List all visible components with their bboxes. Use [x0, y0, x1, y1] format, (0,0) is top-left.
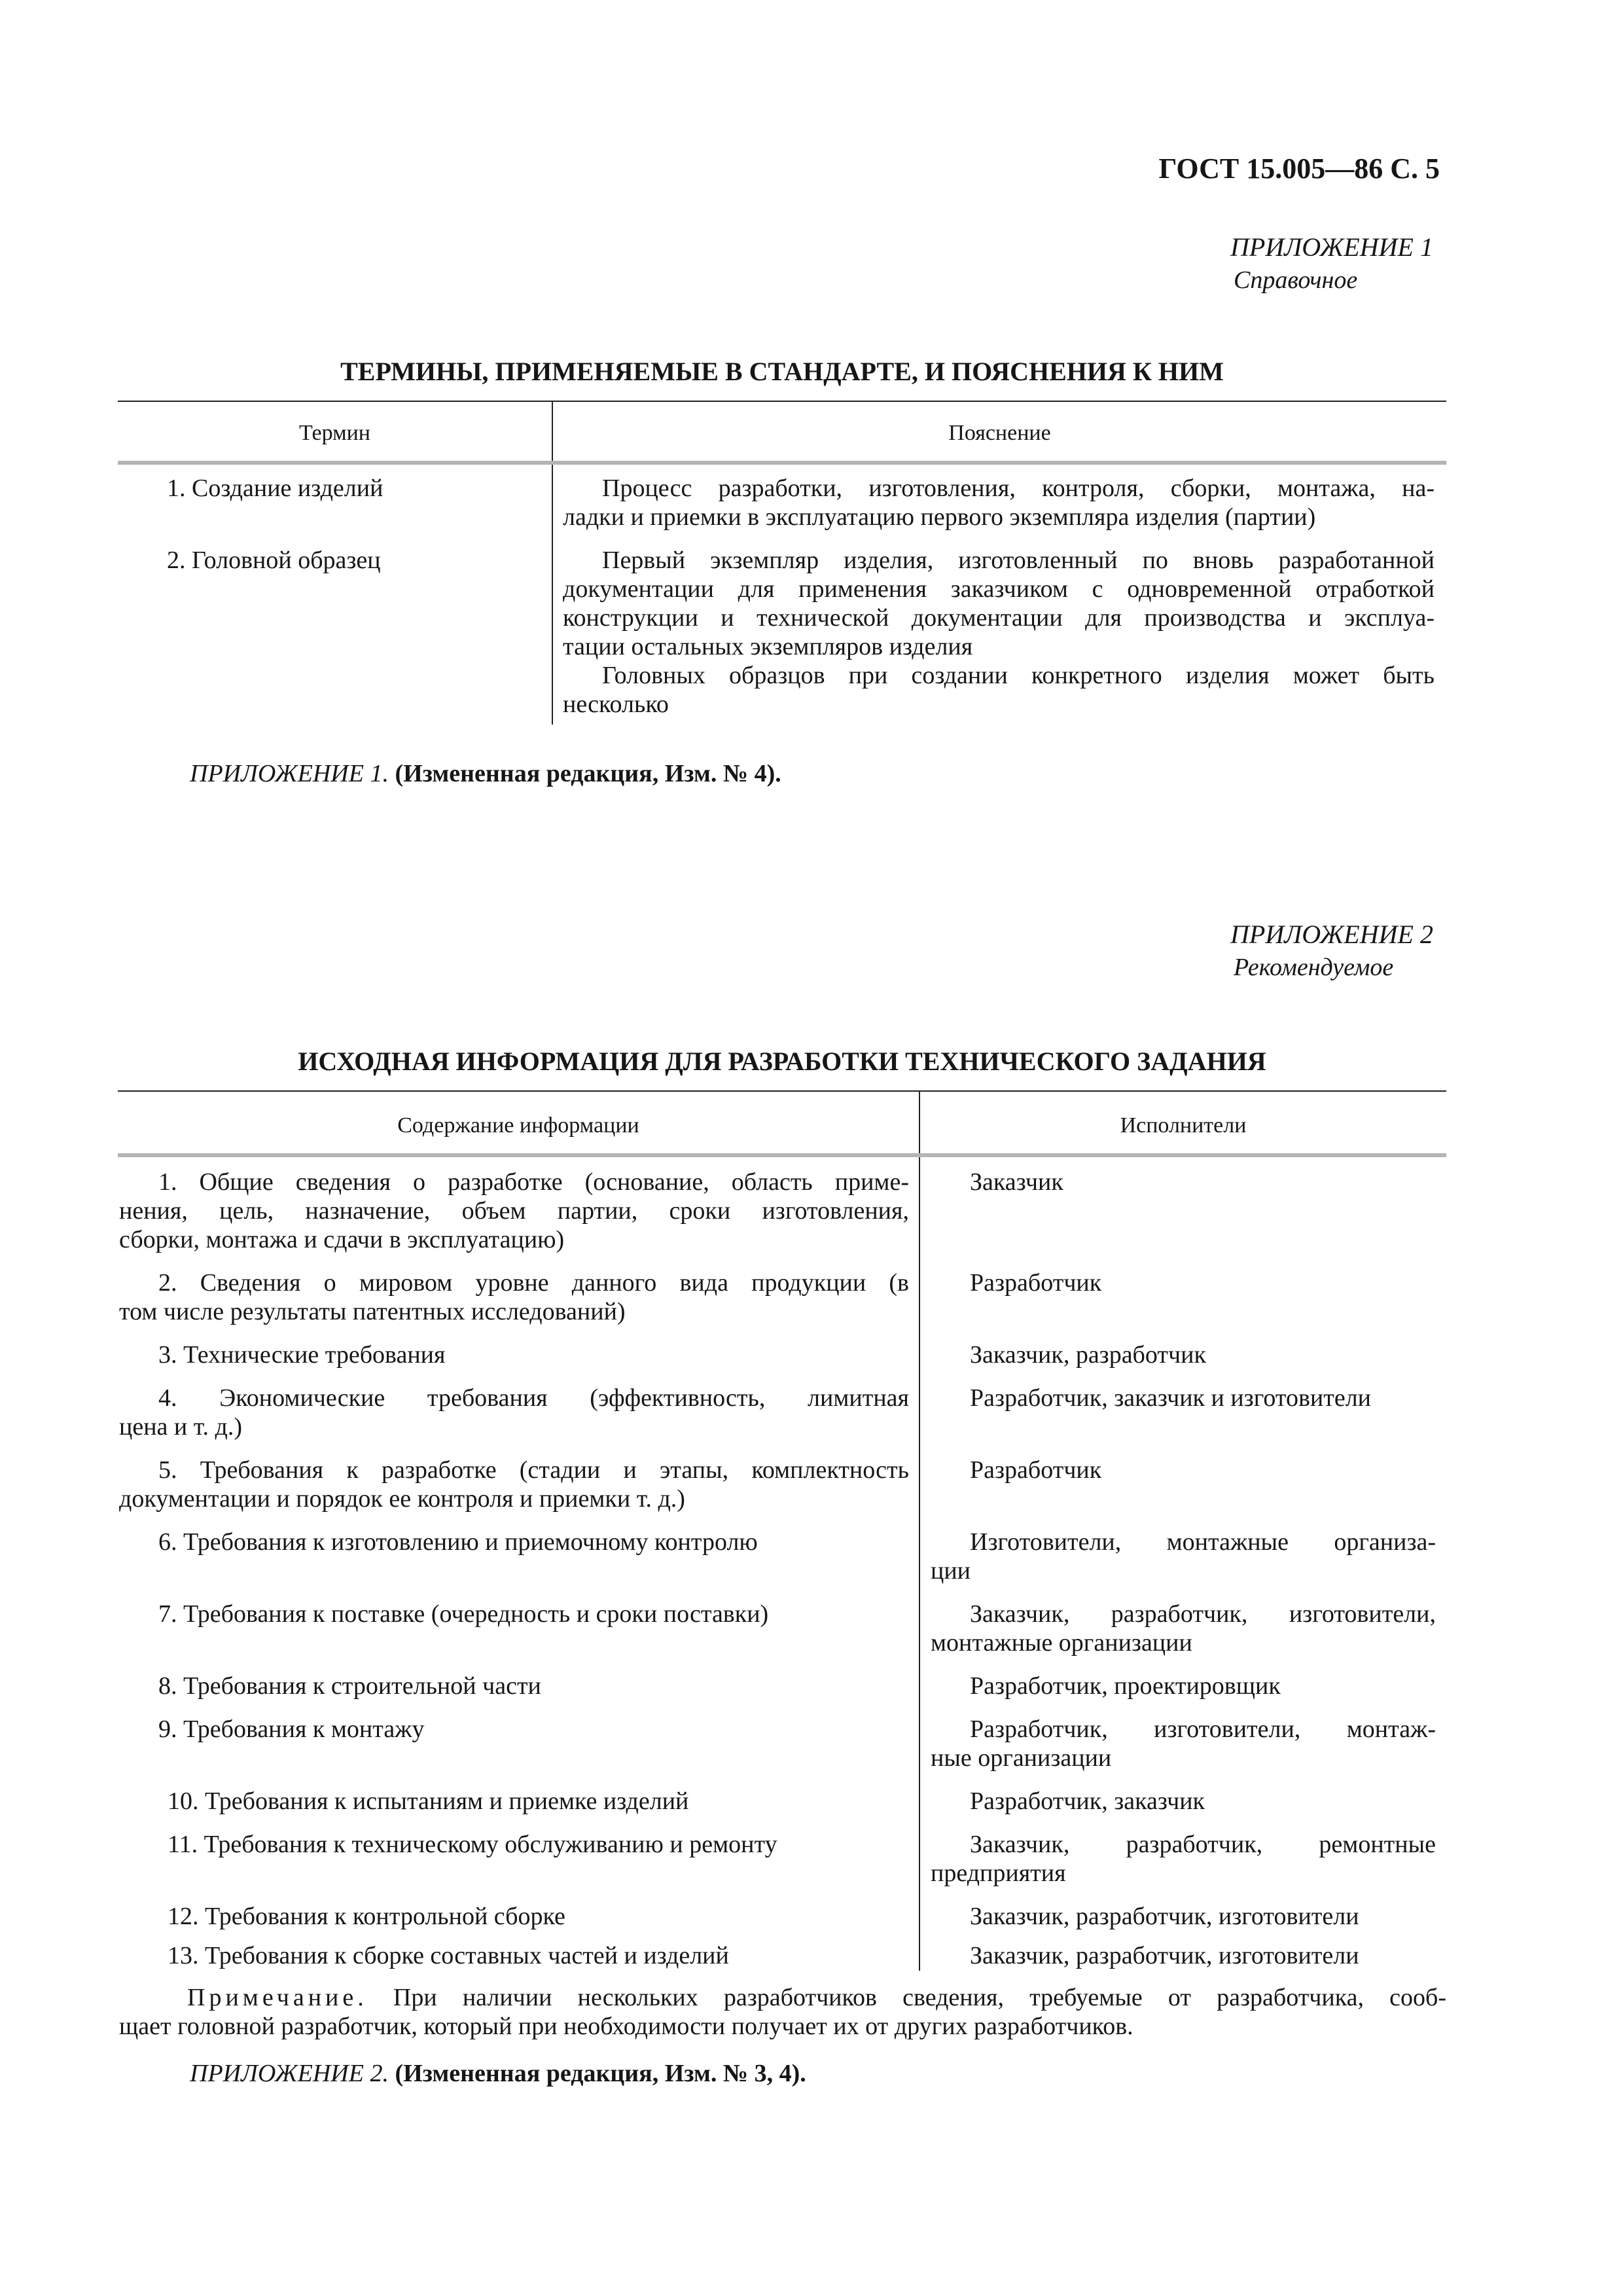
column-header-explanation: Пояснение — [948, 421, 1051, 445]
table-top-rule — [118, 1090, 1446, 1092]
content-cell — [119, 1168, 909, 1254]
executor-cell — [931, 1528, 1436, 1585]
executor-line: Разработчик, заказчик и изготовители — [970, 1384, 1371, 1412]
appendix1-label: ПРИЛОЖЕНИЕ 1 — [1230, 232, 1433, 262]
content-line: документации и порядок ее контроля и приемки т. д.) — [119, 1485, 685, 1513]
executor-cell — [931, 1168, 1436, 1196]
column-header-term: Термин — [299, 421, 370, 445]
executor-cell — [931, 1456, 1436, 1484]
appendix2-label: ПРИЛОЖЕНИЕ 2 — [1230, 920, 1433, 949]
executor-line: Разработчик — [970, 1456, 1102, 1484]
explanation-cell — [563, 546, 1435, 719]
explanation-line: Головных образцов при создании конкретного изделия может быть — [602, 662, 1435, 689]
executor-cell — [931, 1384, 1436, 1412]
explanation-cell — [563, 474, 1435, 531]
explanation-line: Процесс разработки, изготовления, контроля, сборки, монтажа, на- — [602, 475, 1435, 502]
content-cell — [119, 1715, 909, 1744]
note-text: При наличии нескольких разработчиков сведения, требуемые от разработчика, сооб- — [393, 1984, 1447, 2011]
content-cell — [119, 1830, 909, 1859]
content-line: 10. Требования к испытаниям и приемке изделий — [168, 1787, 689, 1815]
column-header-content: Содержание информации — [397, 1113, 639, 1138]
column-header-executors: Исполнители — [1120, 1113, 1247, 1138]
term-cell: 2. Головной образец — [167, 547, 381, 574]
executor-line: Заказчик, разработчик — [970, 1341, 1206, 1369]
executor-line: Разработчик — [970, 1269, 1102, 1297]
executor-line: Заказчик, разработчик, изготовители — [970, 1942, 1359, 1969]
content-line: цена и т. д.) — [119, 1413, 242, 1441]
executor-cell — [931, 1787, 1436, 1816]
executor-cell — [931, 1902, 1436, 1931]
explanation-line: Первый экземпляр изделия, изготовленный по вновь разработанной — [602, 547, 1435, 574]
revision-text: (Измененная редакция, Изм. № 3, 4). — [395, 2060, 806, 2087]
executor-line: Заказчик, разработчик, ремонтные — [970, 1831, 1436, 1858]
appendix2-revision-note — [190, 2059, 1368, 2088]
content-line: 7. Требования к поставке (очередность и сроки поставки) — [158, 1600, 769, 1628]
executor-line: ции — [931, 1557, 971, 1585]
content-line: 5. Требования к разработке (стадии и этапы, комплектность — [158, 1456, 909, 1484]
note-label: Примечание. — [187, 1984, 368, 2011]
column-divider — [552, 401, 553, 725]
content-line: 8. Требования к строительной части — [158, 1672, 541, 1700]
appendix1-title: ТЕРМИНЫ, ПРИМЕНЯЕМЫЕ В СТАНДАРТЕ, И ПОЯСНЕНИЯ К НИМ — [340, 357, 1224, 386]
executor-line: ные организации — [931, 1744, 1112, 1772]
content-line: 9. Требования к монтажу — [158, 1715, 425, 1743]
executor-line: Разработчик, проектировщик — [970, 1672, 1281, 1700]
appendix1-status: Справочное — [1234, 266, 1358, 294]
explanation-line: тации остальных экземпляров изделия — [563, 633, 973, 660]
content-cell — [119, 1941, 909, 1970]
executor-line: Заказчик, разработчик, изготовители, — [970, 1600, 1436, 1628]
executor-line: Заказчик — [970, 1168, 1063, 1196]
content-line: 11. Требования к техническому обслуживанию и ремонту — [168, 1831, 777, 1858]
content-line: 2. Сведения о мировом уровне данного вида продукции (в — [158, 1269, 909, 1297]
content-cell — [119, 1528, 909, 1556]
content-cell — [119, 1600, 909, 1628]
executor-cell — [931, 1268, 1436, 1297]
executor-line: Заказчик, разработчик, изготовители — [970, 1903, 1359, 1930]
appendix1-revision-note — [190, 759, 1368, 788]
content-line: 1. Общие сведения о разработке (основание, область приме- — [158, 1168, 909, 1196]
executor-line: Разработчик, заказчик — [970, 1787, 1205, 1815]
content-line: том числе результаты патентных исследований) — [119, 1298, 626, 1325]
column-divider — [919, 1090, 920, 1971]
executor-line: Изготовители, монтажные организа- — [970, 1528, 1436, 1556]
executor-line: Разработчик, изготовители, монтаж- — [970, 1715, 1436, 1743]
executor-cell — [931, 1830, 1436, 1888]
header-rule — [118, 461, 1446, 465]
note-line — [119, 1983, 1446, 2012]
revision-label: ПРИЛОЖЕНИЕ 2. — [190, 2060, 389, 2087]
page-header: ГОСТ 15.005—86 С. 5 — [1158, 152, 1440, 185]
table-top-rule — [118, 401, 1446, 402]
executor-line: предприятия — [931, 1859, 1066, 1887]
explanation-line: несколько — [563, 691, 669, 718]
executor-cell — [931, 1715, 1436, 1772]
appendix2-title: ИСХОДНАЯ ИНФОРМАЦИЯ ДЛЯ РАЗРАБОТКИ ТЕХНИЧЕСКОГО ЗАДАНИЯ — [298, 1047, 1266, 1076]
content-line: 4. Экономические требования (эффективность, лимитная — [158, 1384, 909, 1412]
revision-text: (Измененная редакция, Изм. № 4). — [395, 760, 781, 787]
content-cell — [119, 1384, 909, 1441]
appendix2-status: Рекомендуемое — [1234, 954, 1394, 981]
explanation-line: документации для применения заказчиком с одновременной отработкой — [563, 575, 1435, 603]
content-line: сборки, монтажа и сдачи в эксплуатацию) — [119, 1226, 565, 1253]
executor-cell — [931, 1340, 1436, 1369]
explanation-line: конструкции и технической документации для производства и эксплуа- — [563, 604, 1435, 632]
content-cell — [119, 1902, 909, 1931]
content-cell — [119, 1340, 909, 1369]
content-line: 3. Технические требования — [158, 1341, 446, 1369]
note-line: щает головной разработчик, который при необходимости получает их от других разработчиков. — [119, 2013, 1133, 2040]
header-rule — [118, 1153, 1446, 1157]
content-line: 13. Требования к сборке составных частей и изделий — [168, 1942, 729, 1969]
executor-cell — [931, 1941, 1436, 1970]
executor-line: монтажные организации — [931, 1629, 1192, 1657]
term-cell: 1. Создание изделий — [167, 475, 383, 502]
revision-label: ПРИЛОЖЕНИЕ 1. — [190, 760, 389, 787]
content-cell — [119, 1268, 909, 1326]
executor-cell — [931, 1672, 1436, 1700]
content-line: нения, цель, назначение, объем партии, сроки изготовления, — [119, 1197, 909, 1225]
content-cell — [119, 1456, 909, 1513]
content-line: 6. Требования к изготовлению и приемочному контролю — [158, 1528, 758, 1556]
content-cell — [119, 1787, 909, 1816]
content-line: 12. Требования к контрольной сборке — [168, 1903, 565, 1930]
executor-cell — [931, 1600, 1436, 1657]
content-cell — [119, 1672, 909, 1700]
table-note — [119, 1983, 1446, 2041]
explanation-line: ладки и приемки в эксплуатацию первого экземпляра изделия (партии) — [563, 503, 1316, 531]
